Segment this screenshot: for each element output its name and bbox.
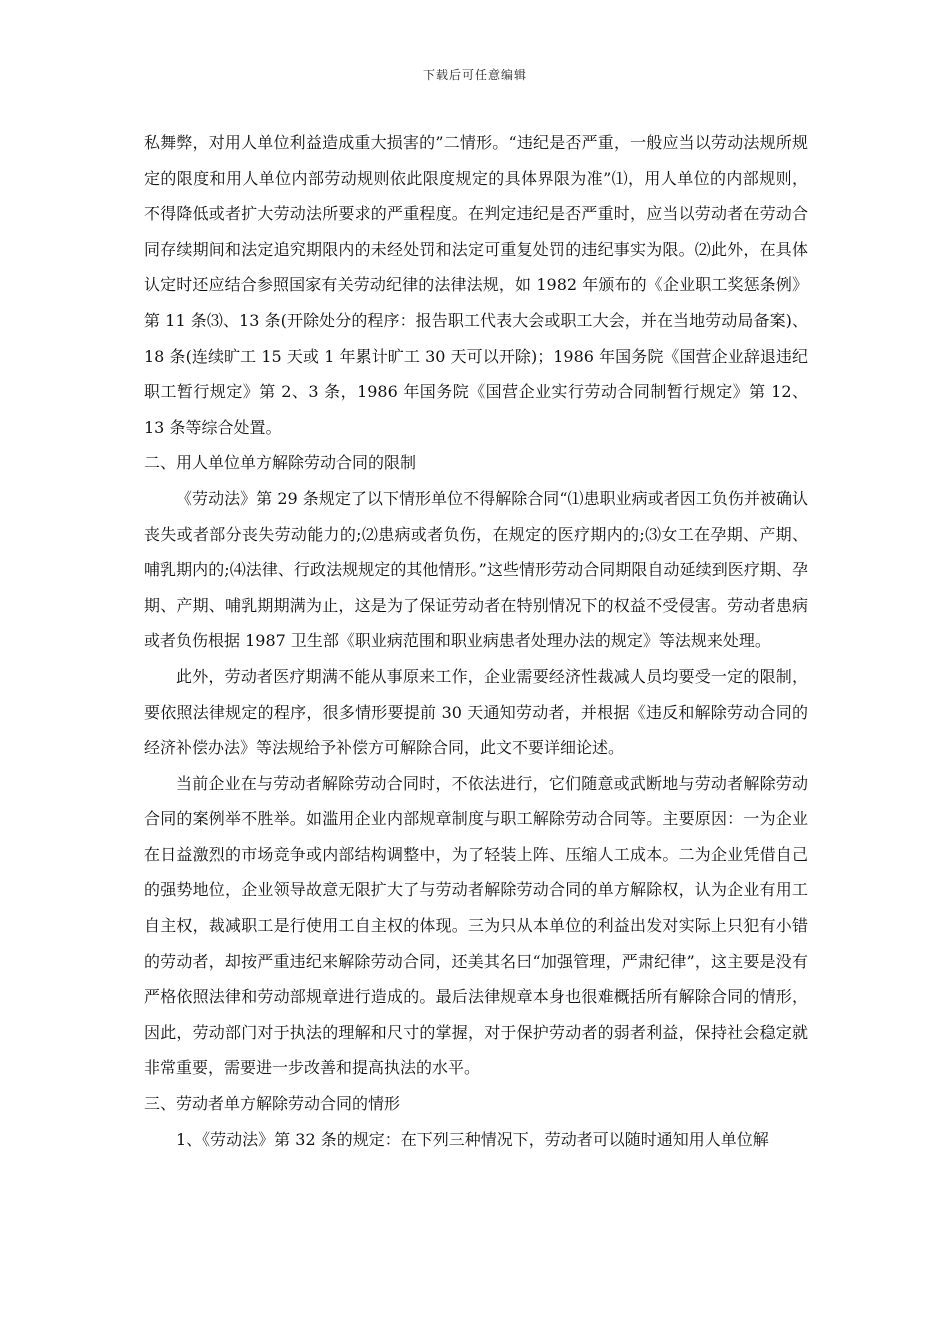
paragraph-continuation: 私舞弊，对用人单位利益造成重大损害的”二情形。“违纪是否严重，一般应当以劳动法规所规定的限度和用人单位内部劳动规则依此限度规定的具体界限为准”⑴，用人单位的内部规则，不得降低或者扩大劳动法所要求的严重程度。在判定违纪是否严重时，应当以劳动者在劳动合同存续期间和法定追究期限内的未经处罚和法定可重复处罚的违纪事实为限。⑵此外，在具体认定时还应结合参照国家有关劳动纪律的法律法规，如 1982 年颁布的《企业职工奖惩条例》第 11 条⑶、13 条(开除处分的程序：报告职工代表大会或职工大会，并在当地劳动局备案)、18 条(连续旷工 15 天或 1 年累计旷工 30 天可以开除)；1986 年国务院《国营企业辞退违纪职工暂行规定》第 2、3 条，1986 年国务院《国营企业实行劳动合同制暂行规定》第 12、13 条等综合处置。 [144,133,808,437]
document-body [144,125,808,1157]
section-heading-3: 三、劳动者单方解除劳动合同的情形 [144,1094,401,1114]
page-header-note: 下载后可任意编辑 [422,68,527,82]
paragraph-article-29: 《劳动法》第 29 条规定了以下情形单位不得解除合同“⑴患职业病或者因工负伤并被确认丧失或者部分丧失劳动能力的;⑵患病或者负伤，在规定的医疗期内的;⑶女工在孕期、产期、哺乳期内的;⑷法律、行政法规规定的其他情形。”这些情形劳动合同期限自动延续到医疗期、孕期、产期、哺乳期期满为止，这是为了保证劳动者在特别情况下的权益不受侵害。劳动者患病或者负伤根据 1987 卫生部《职业病范围和职业病患者处理办法的规定》等法规来处理。 [144,488,808,651]
section-heading-2: 二、用人单位单方解除劳动合同的限制 [144,453,417,473]
paragraph-article-32: 1、《劳动法》第 32 条的规定：在下列三种情况下，劳动者可以随时通知用人单位解 [176,1129,769,1149]
paragraph-current-issues: 当前企业在与劳动者解除劳动合同时，不依法进行，它们随意或武断地与劳动者解除劳动合同的案例举不胜举。如滥用企业内部规章制度与职工解除劳动合同等。主要原因：一为企业在日益激烈的市场竞争或内部结构调整中，为了轻装上阵、压缩人工成本。二为企业凭借自己的强势地位，企业领导故意无限扩大了与劳动者解除劳动合同的单方解除权，认为企业有用工自主权，裁减职工是行使用工自主权的体现。三为只从本单位的利益出发对实际上只犯有小错的劳动者，却按严重违纪来解除劳动合同，还美其名曰“加强管理，严肃纪律”，这主要是没有严格依照法律和劳动部规章进行造成的。最后法律规章本身也很难概括所有解除合同的情形，因此，劳动部门对于执法的理解和尺寸的掌握，对于保护劳动者的弱者利益，保持社会稳定就非常重要，需要进一步改善和提高执法的水平。 [144,773,808,1078]
paragraph-medical-period: 此外，劳动者医疗期满不能从事原来工作，企业需要经济性裁减人员均要受一定的限制，要依照法律规定的程序，很多情形要提前 30 天通知劳动者，并根据《违反和解除劳动合同的经济补偿办法》等法规给予补偿方可解除合同，此文不要详细论述。 [144,666,808,758]
